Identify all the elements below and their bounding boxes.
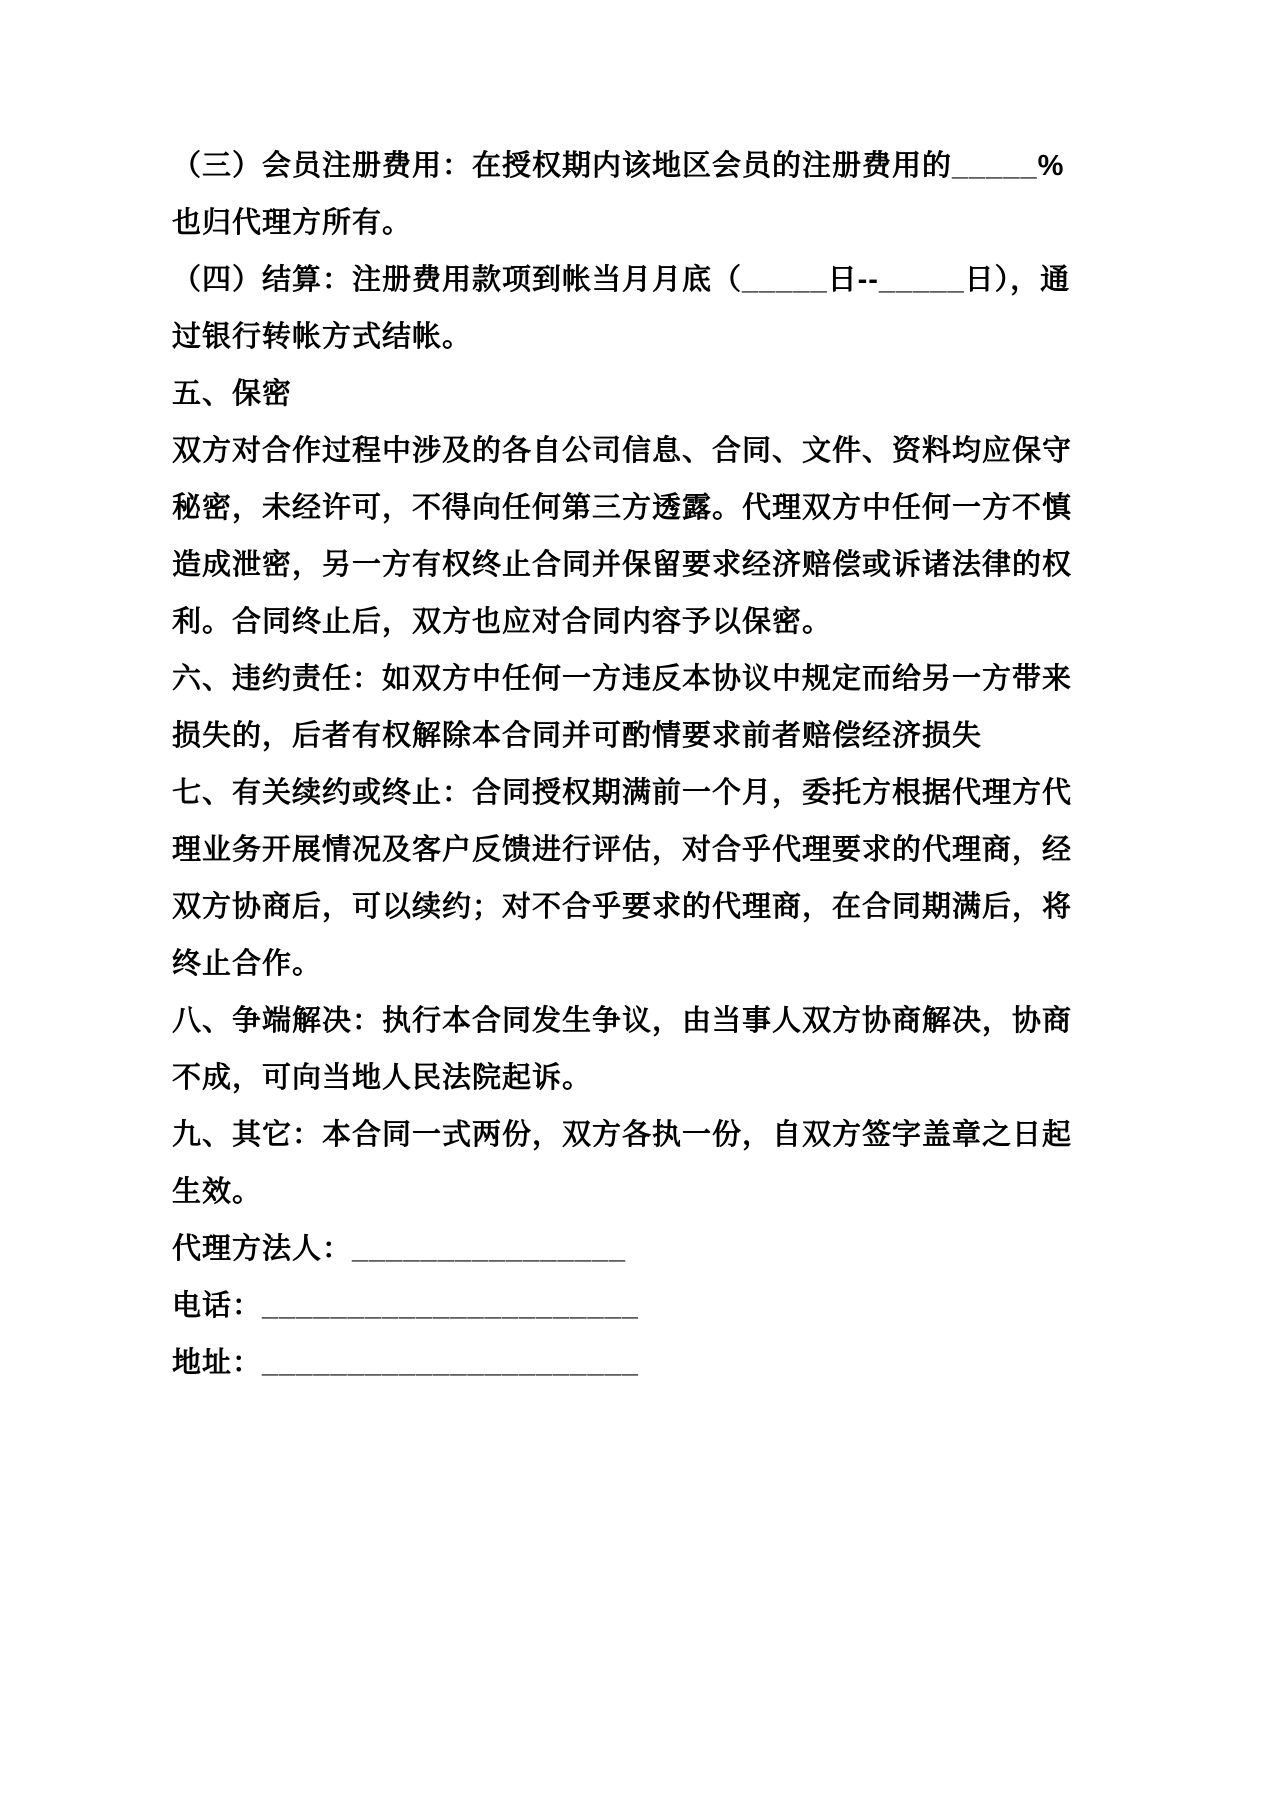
- phone-field: 电话：______________________: [172, 1290, 639, 1322]
- section-9-misc-line-1: 九、其它：本合同一式两份，双方各执一份，自双方签字盖章之日起: [172, 1119, 1073, 1151]
- section-8-dispute-line-1: 八、争端解决：执行本合同发生争议，由当事人双方协商解决，协商: [172, 1005, 1073, 1037]
- section-8-dispute-line-2: 不成，可向当地人民法院起诉。: [172, 1062, 593, 1094]
- clause-3-member-fee-line-2: 也归代理方所有。: [172, 207, 413, 239]
- document-body: [172, 138, 1120, 1392]
- clause-4-settlement-line-1: （四）结算：注册费用款项到帐当月月底（_____日--_____日），通: [172, 264, 1071, 296]
- section-7-renewal-line-2: 理业务开展情况及客户反馈进行评估，对合乎代理要求的代理商，经: [172, 834, 1073, 866]
- section-5-body-line-4: 利。合同终止后，双方也应对合同内容予以保密。: [172, 606, 833, 638]
- section-9-misc-line-2: 生效。: [172, 1176, 263, 1208]
- section-5-confidentiality-heading: 五、保密: [172, 378, 293, 410]
- agent-legal-representative-field: 代理方法人：________________: [172, 1233, 627, 1265]
- section-7-renewal-line-1: 七、有关续约或终止：合同授权期满前一个月，委托方根据代理方代: [172, 777, 1073, 809]
- section-6-breach-line-2: 损失的，后者有权解除本合同并可酌情要求前者赔偿经济损失: [172, 720, 983, 752]
- section-6-breach-line-1: 六、违约责任：如双方中任何一方违反本协议中规定而给另一方带来: [172, 663, 1073, 695]
- section-5-body-line-3: 造成泄密，另一方有权终止合同并保留要求经济赔偿或诉诸法律的权: [172, 549, 1073, 581]
- address-field: 地址：______________________: [172, 1347, 639, 1379]
- clause-3-member-fee-line-1: （三）会员注册费用：在授权期内该地区会员的注册费用的_____%: [172, 150, 1065, 182]
- section-7-renewal-line-4: 终止合作。: [172, 948, 323, 980]
- clause-4-settlement-line-2: 过银行转帐方式结帐。: [172, 321, 473, 353]
- section-7-renewal-line-3: 双方协商后，可以续约；对不合乎要求的代理商，在合同期满后，将: [172, 891, 1073, 923]
- section-5-body-line-2: 秘密，未经许可，不得向任何第三方透露。代理双方中任何一方不慎: [172, 492, 1073, 524]
- section-5-body-line-1: 双方对合作过程中涉及的各自公司信息、合同、文件、资料均应保守: [172, 435, 1073, 467]
